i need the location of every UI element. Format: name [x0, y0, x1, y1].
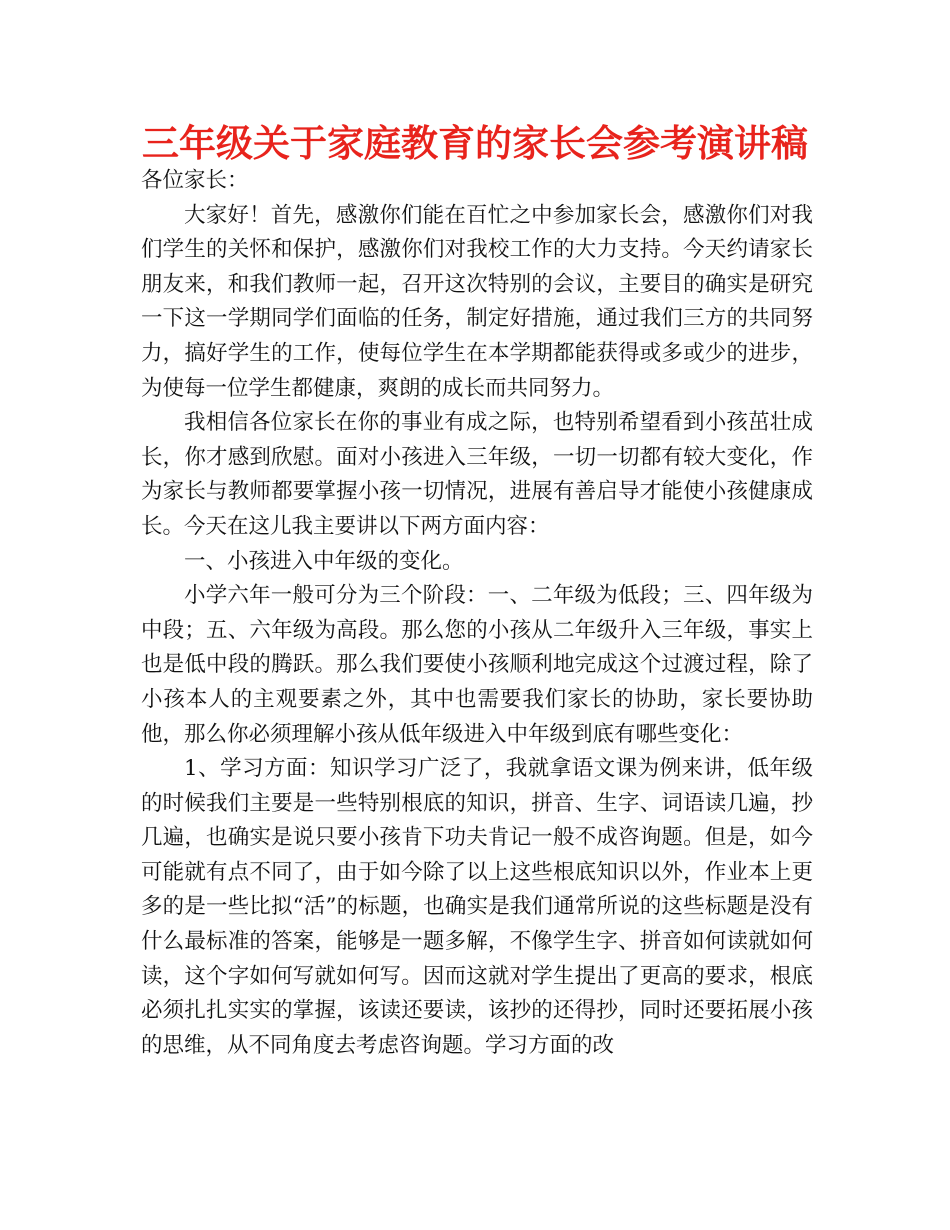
- paragraph: 大家好！首先，感激你们能在百忙之中参加家长会，感激你们对我们学生的关怀和保护，感激你们对我校工作的大力支持。今天约请家长朋友来，和我们教师一起，召开这次特别的会议，主要目的确实是研究一下这一学期同学们面临的任务，制定好措施，通过我们三方的共同努力，搞好学生的工作，使每位学生在本学期都能获得或多或少的进步，为使每一位学生都健康，爽朗的成长而共同努力。: [141, 202, 813, 401]
- paragraph: 小学六年一般可分为三个阶段：一、二年级为低段；三、四年级为中段；五、六年级为高段。那么您的小孩从二年级升入三年级，事实上也是低中段的腾跃。那么我们要使小孩顺利地完成这个过渡过程，除了小孩本人的主观要素之外，其中也需要我们家长的协助，家长要协助他，那么你必须理解小孩从低年级进入中年级到底有哪些变化：: [141, 583, 813, 747]
- paragraph: 我相信各位家长在你的事业有成之际，也特别希望看到小孩茁壮成长，你才感到欣慰。面对小孩进入三年级，一切一切都有较大变化，作为家长与教师都要掌握小孩一切情况，进展有善启导才能使小孩健康成长。今天在这儿我主要讲以下两方面内容：: [141, 410, 813, 539]
- document-body: [141, 164, 813, 1063]
- salutation: 各位家长：: [141, 168, 249, 193]
- paragraph: 1、学习方面：知识学习广泛了，我就拿语文课为例来讲，低年级的时候我们主要是一些特别根底的知识，拼音、生字、词语读几遍，抄几遍，也确实是说只要小孩肯下功夫肯记一般不成咨询题。但是，如今可能就有点不同了，由于如今除了以上这些根底知识以外，作业本上更多的是一些比拟“活”的标题，也确实是我们通常所说的这些标题是没有什么最标准的答案，能够是一题多解，不像学生字、拼音如何读就如何读，这个字如何写就如何写。因而这就对学生提出了更高的要求，根底必须扎扎实实的掌握，该读还要读，该抄的还得抄，同时还要拓展小孩的思维，从不同角度去考虑咨询题。学习方面的改: [141, 756, 813, 1058]
- section-heading: 一、小孩进入中年级的变化。: [184, 548, 464, 574]
- document-title: 三年级关于家庭教育的家长会参考演讲稿: [142, 121, 808, 165]
